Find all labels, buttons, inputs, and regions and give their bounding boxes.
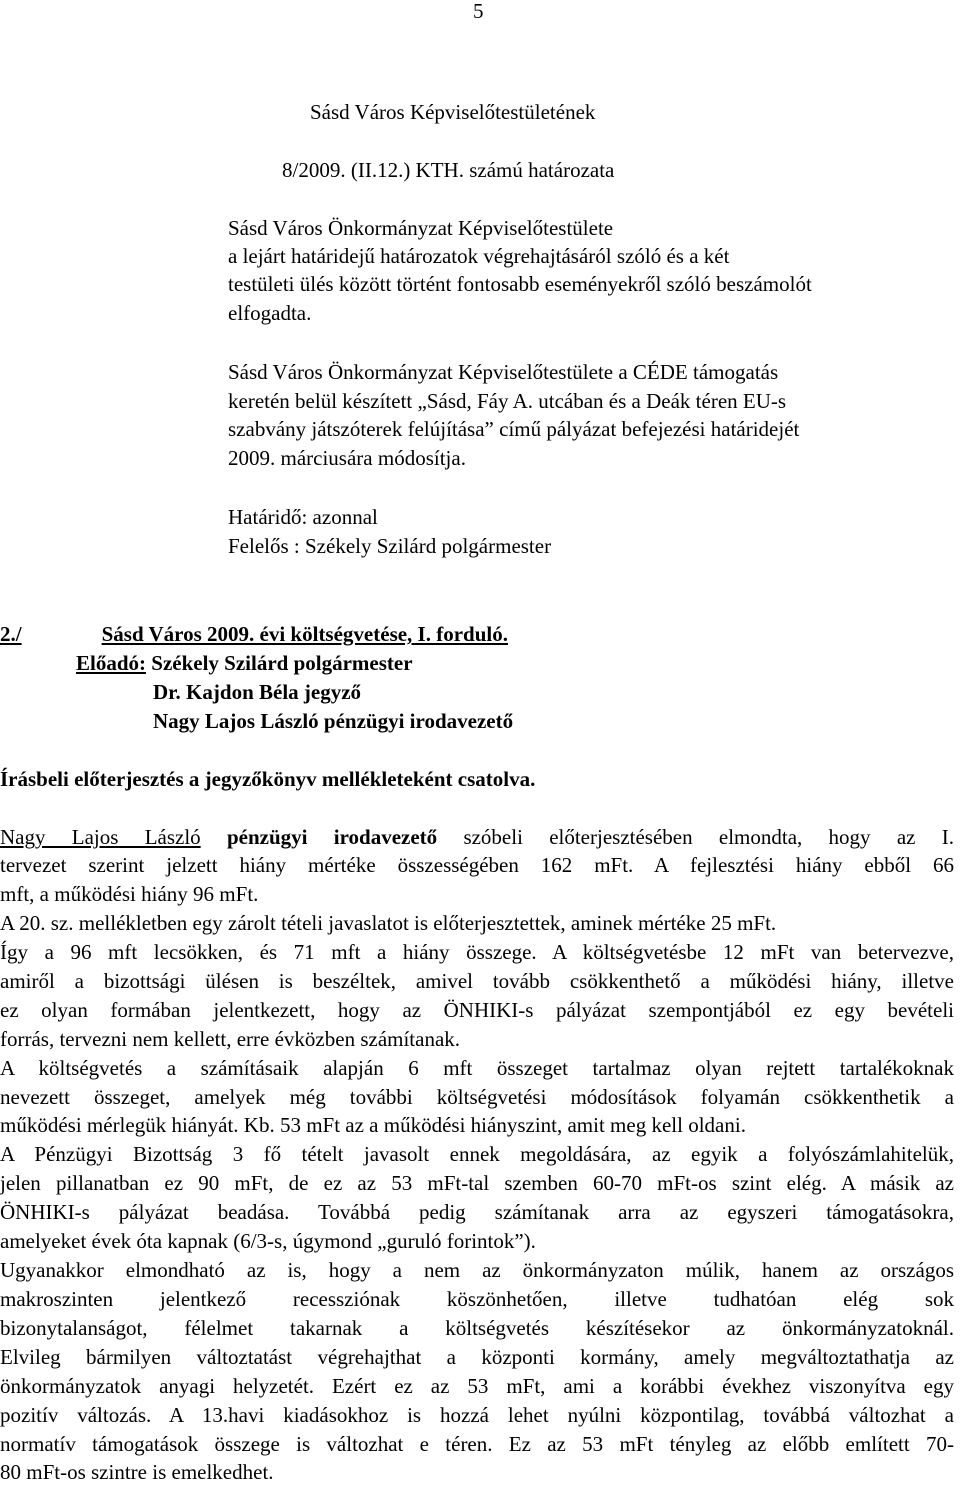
presenter-line: Dr. Kajdon Béla jegyző (153, 680, 362, 704)
body-text-line: működési mérlegük hiányát. Kb. 53 mFt az a működési hiányszint, amit meg kell oldani. (0, 1113, 746, 1137)
resolution-text-line: a lejárt határidejű határozatok végrehajtásáról szóló és a két (228, 244, 730, 268)
resolution-text-line: testületi ülés között történt fontosabb eseményekről szóló beszámolót (228, 272, 812, 296)
body-text-line: amelyeket évek óta kapnak (6/3-s, úgymond „guruló forintok”). (0, 1229, 536, 1253)
resolution-text-line: Sásd Város Önkormányzat Képviselőtestülete a CÉDE támogatás (228, 360, 779, 384)
body-text-line: önkormányzatok anyagi helyzetét. Ezért ez az 53 mFt, ami a korábbi évekhez viszonyítva egy (0, 1374, 954, 1398)
body-text-line: 80 mFt-os szintre is emelkedhet. (0, 1460, 274, 1484)
body-text-line: A 20. sz. mellékletben egy zárolt tételi javaslatot is előterjesztettek, aminek mértéke 25 mFt. (0, 911, 777, 935)
body-text-line: ez olyan formában jelentkezett, hogy az ÖNHIKI-s pályázat szempontjából ez egy bevételi (0, 998, 954, 1022)
body-text-line: Így a 96 mft lecsökken, és 71 mft a hiány összege. A költségvetésbe 12 mFt van betervezve, (0, 940, 954, 964)
resolution-text-line: keretén belül készített „Sásd, Fáy A. utcában és a Deák téren EU-s (228, 389, 787, 413)
resolution-number: 8/2009. (II.12.) KTH. számú határozata (282, 158, 615, 182)
page-number: 5 (473, 0, 484, 23)
body-text-line: jelen pillanatban ez 90 mFt, de ez az 53 mFt-tal szemben 60-70 mFt-os szint elég. A másik az (0, 1171, 954, 1195)
body-text-line: mft, a működési hiány 96 mFt. (0, 882, 259, 906)
speaker-title: pénzügyi irodavezető (226, 825, 438, 849)
body-text-line: Nagy Lajos László pénzügyi irodavezető szóbeli előterjesztésében elmondta, hogy az I. (0, 825, 954, 849)
resolution-text-line: Sásd Város Önkormányzat Képviselőtestülete (228, 216, 614, 240)
deadline: Határidő: azonnal (228, 505, 378, 529)
body-text-line: bizonytalanságot, félelmet takarnak a költségvetés készítésekor az önkormányzatoknál. (0, 1316, 954, 1340)
body-text-line: Ugyanakkor elmondható az is, hogy a nem az önkormányzaton múlik, hanem az országos (0, 1258, 954, 1282)
body-text-line: forrás, tervezni nem kellett, erre évközben számítanak. (0, 1027, 461, 1051)
body-text-line: normatív támogatások összege is változhat e téren. Ez az 53 mFt tényleg az előbb említett 70- (0, 1432, 954, 1456)
body-text-line: nevezett összeget, amelyek még további költségvetési módosítások folyamán csökkenthetik a (0, 1085, 954, 1109)
resolution-header: Sásd Város Képviselőtestületének (310, 100, 596, 124)
presenter-name: Székely Szilárd polgármester (151, 651, 413, 675)
body-text-line: amiről a bizottsági ülésen is beszéltek, amivel tovább csökkenthető a működési hiány, illetve (0, 969, 954, 993)
presenter-line (76, 650, 413, 676)
attachment-note: Írásbeli előterjesztés a jegyzőkönyv mellékleteként csatolva. (0, 767, 536, 791)
agenda-item-title: Sásd Város 2009. évi költségvetése, I. forduló. (101, 622, 508, 646)
body-text-line: makroszinten jelentkező recessziónak köszönhetően, illetve tudhatóan elég sok (0, 1287, 954, 1311)
body-text-line: A Pénzügyi Bizottság 3 fő tételt javasolt ennek megoldására, az egyik a folyószámlahitelük, (0, 1142, 954, 1166)
body-text-line: ÖNHIKI-s pályázat beadása. Továbbá pedig számítanak arra az egyszeri támogatásokra, (0, 1200, 954, 1224)
responsible-person: Felelős : Székely Szilárd polgármester (228, 534, 552, 558)
agenda-item-heading (0, 621, 508, 647)
body-text-line: Elvileg bármilyen változtatást végrehajthat a központi kormány, amely megváltoztathatja az (0, 1345, 954, 1369)
body-text-line: tervezet szerint jelzett hiány mértéke összességében 162 mFt. A fejlesztési hiány ebből 66 (0, 853, 954, 877)
resolution-text-line: 2009. márciusára módosítja. (228, 446, 466, 470)
speaker-name: Nagy Lajos László (0, 825, 201, 849)
resolution-text-line: elfogadta. (228, 301, 312, 325)
agenda-item-number: 2./ (0, 622, 22, 646)
presenter-label: Előadó: (76, 651, 147, 675)
body-text-line: A költségvetés a számításaik alapján 6 mft összeget tartalmaz olyan rejtett tartalékoknak (0, 1056, 954, 1080)
presenter-line: Nagy Lajos László pénzügyi irodavezető (153, 709, 514, 733)
body-text-line: pozitív változás. A 13.havi kiadásokhoz is hozzá lehet nyúlni központilag, továbbá változhat a (0, 1403, 954, 1427)
resolution-text-line: szabvány játszóterek felújítása” című pályázat befejezési határidejét (228, 417, 800, 441)
